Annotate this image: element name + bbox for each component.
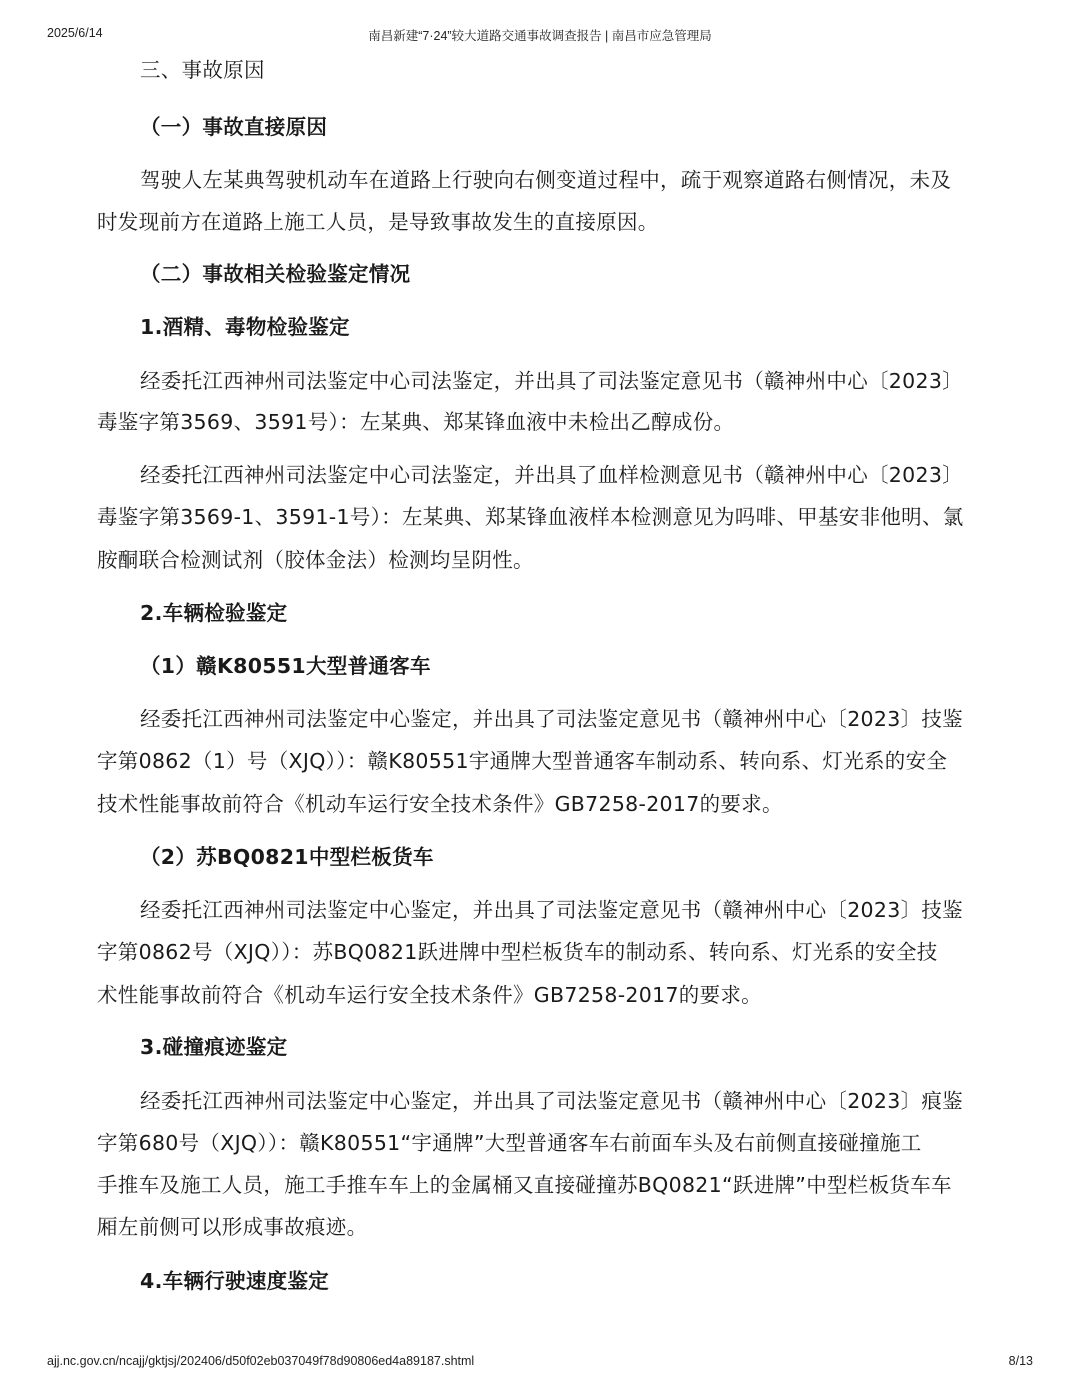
item-title-alcohol-drug: 1.酒精、毒物检验鉴定 <box>140 315 350 339</box>
page-number: 8/13 <box>1008 1354 1033 1368</box>
subsection-title-direct-cause: （一）事故直接原因 <box>140 115 328 139</box>
paragraph-line: 毒鉴字第3569、3591号）：左某典、郑某锋血液中未检出乙醇成份。 <box>97 410 735 434</box>
paragraph-line: 术性能事故前符合《机动车运行安全技术条件》GB7258-2017的要求。 <box>97 983 762 1007</box>
paragraph-line: 经委托江西神州司法鉴定中心司法鉴定，并出具了血样检测意见书（赣神州中心〔2023〕 <box>140 463 963 487</box>
subsection-title-inspection: （二）事故相关检验鉴定情况 <box>140 262 411 286</box>
paragraph-line: 厢左前侧可以形成事故痕迹。 <box>97 1215 368 1239</box>
paragraph-line: 驾驶人左某典驾驶机动车在道路上行驶向右侧变道过程中，疏于观察道路右侧情况，未及 <box>140 168 952 192</box>
item-title-speed: 4.车辆行驶速度鉴定 <box>140 1269 330 1293</box>
paragraph-line: 字第0862号（XJQ））：苏BQ0821跃进牌中型栏板货车的制动系、转向系、灯光系的安全技 <box>97 940 938 964</box>
print-footer <box>0 1354 1080 1374</box>
paragraph-line: 手推车及施工人员，施工手推车车上的金属桶又直接碰撞苏BQ0821“跃进牌”中型栏板货车车 <box>97 1173 952 1197</box>
vehicle-title-bus: （1）赣K80551大型普通客车 <box>140 654 431 678</box>
vehicle-title-truck: （2）苏BQ0821中型栏板货车 <box>140 845 434 869</box>
item-title-vehicle-inspection: 2.车辆检验鉴定 <box>140 601 288 625</box>
page-url: ajj.nc.gov.cn/ncajj/gktjsj/202406/d50f02eb037049f78d90806ed4a89187.shtml <box>47 1354 475 1368</box>
paragraph-line: 经委托江西神州司法鉴定中心鉴定，并出具了司法鉴定意见书（赣神州中心〔2023〕痕鉴 <box>140 1089 963 1113</box>
paragraph-line: 毒鉴字第3569-1、3591-1号）：左某典、郑某锋血液样本检测意见为吗啡、甲基安非他明、氯 <box>97 505 964 529</box>
paragraph-line: 胺酮联合检测试剂（胶体金法）检测均呈阴性。 <box>97 548 534 572</box>
paragraph-line: 经委托江西神州司法鉴定中心司法鉴定，并出具了司法鉴定意见书（赣神州中心〔2023〕 <box>140 369 963 393</box>
paragraph-line: 经委托江西神州司法鉴定中心鉴定，并出具了司法鉴定意见书（赣神州中心〔2023〕技鉴 <box>140 898 963 922</box>
section-title: 三、事故原因 <box>140 58 265 82</box>
paragraph-line: 技术性能事故前符合《机动车运行安全技术条件》GB7258-2017的要求。 <box>97 792 783 816</box>
print-header <box>0 26 1080 46</box>
paragraph-line: 字第680号（XJQ））：赣K80551“宇通牌”大型普通客车右前面车头及右前侧直接碰撞施工 <box>97 1131 922 1155</box>
paragraph-line: 字第0862（1）号（XJQ））：赣K80551宇通牌大型普通客车制动系、转向系、灯光系的安全 <box>97 749 948 773</box>
print-date: 2025/6/14 <box>47 26 103 40</box>
paragraph-line: 时发现前方在道路上施工人员，是导致事故发生的直接原因。 <box>97 210 659 234</box>
paragraph-line: 经委托江西神州司法鉴定中心鉴定，并出具了司法鉴定意见书（赣神州中心〔2023〕技鉴 <box>140 707 963 731</box>
item-title-collision-traces: 3.碰撞痕迹鉴定 <box>140 1035 288 1059</box>
print-page-title: 南昌新建“7·24”较大道路交通事故调查报告 | 南昌市应急管理局 <box>368 29 712 43</box>
